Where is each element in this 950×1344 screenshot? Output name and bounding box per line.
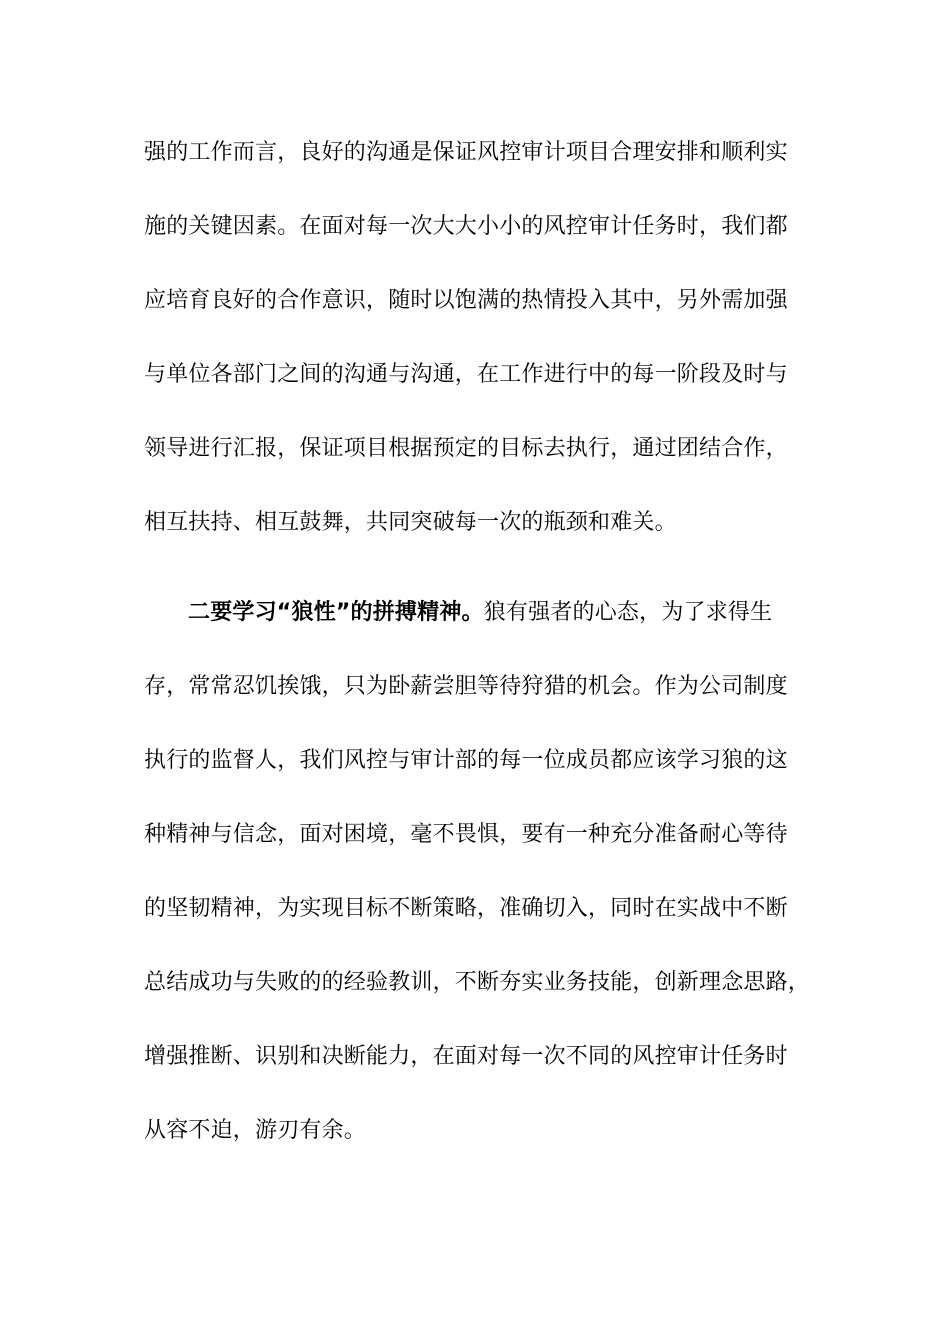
text-line: 施的关键因素。在面对每一次大大小小的风控审计任务时，我们都: [144, 214, 788, 239]
text-line: 存，常常忍饥挨饿，只为卧薪尝胆等待狩猎的机会。作为公司制度: [144, 674, 788, 699]
paragraph-text: 狼有强者的心态，为了求得生: [483, 600, 773, 625]
document-body: [144, 122, 824, 1174]
text-line: 领导进行汇报，保证项目根据预定的目标去执行，通过团结合作，: [144, 436, 788, 461]
text-line: 应培育良好的合作意识，随时以饱满的热情投入其中，另外需加强: [144, 288, 788, 313]
text-line: 与单位各部门之间的沟通与沟通，在工作进行中的每一阶段及时与: [144, 362, 788, 387]
text-line: 相互扶持、相互鼓舞，共同突破每一次的瓶颈和难关。: [144, 510, 677, 535]
paragraph-1: [144, 122, 824, 566]
text-line: 的坚韧精神，为实现目标不断策略，准确切入，同时在实战中不断: [144, 896, 788, 921]
text-line: 执行的监督人，我们风控与审计部的每一位成员都应该学习狼的这: [144, 748, 788, 773]
paragraph-2: [144, 582, 824, 1174]
text-line: 种精神与信念，面对困境，毫不畏惧，要有一种充分准备耐心等待: [144, 822, 788, 847]
text-line: 总结成功与失败的的经验教训，不断夯实业务技能，创新理念思路，: [144, 970, 811, 995]
paragraph-gap: [144, 566, 824, 582]
text-line: 增强推断、识别和决断能力，在面对每一次不同的风控审计任务时: [144, 1044, 788, 1069]
text-line: 强的工作而言，良好的沟通是保证风控审计项目合理安排和顺利实: [144, 140, 788, 165]
paragraph-heading: 二要学习“狼性”的拼搏精神。: [188, 600, 484, 625]
text-line-first: [144, 582, 824, 656]
text-line: 从容不迫，游刃有余。: [144, 1118, 367, 1143]
